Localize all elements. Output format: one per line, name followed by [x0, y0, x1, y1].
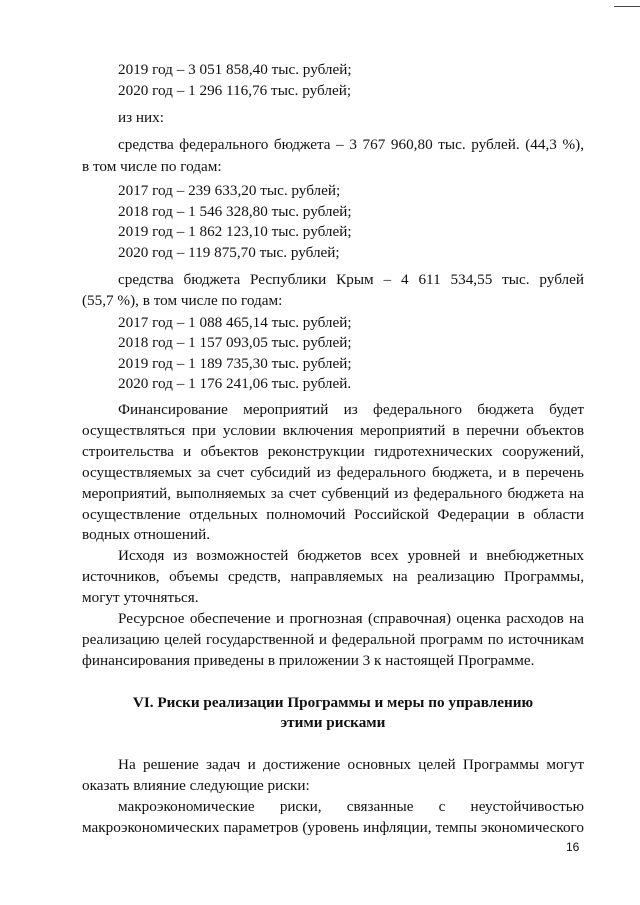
text-line: осуществление отдельных полномочий Российской Федерации в области	[82, 506, 584, 523]
text-line: 2017 год – 239 633,20 тыс. рублей;	[118, 182, 341, 199]
text-line: реализацию целей государственной и федеральной программ по источникам	[82, 631, 584, 648]
text-line: 2019 год – 3 051 858,40 тыс. рублей;	[118, 61, 352, 78]
text-line: осуществляемых за счет субсидий из федерального бюджета, и в перечень	[82, 464, 584, 481]
text-line: осуществляться при условии включения мероприятий в перечни объектов	[82, 422, 584, 439]
text-line: из них:	[118, 109, 164, 126]
text-line: финансирования приведены в приложении 3 к настоящей Программе.	[82, 652, 535, 669]
text-line: средства федерального бюджета – 3 767 960,80 тыс. рублей. (44,3 %),	[118, 136, 584, 153]
text-line: 2019 год – 1 862 123,10 тыс. рублей;	[118, 223, 352, 240]
text-line: 2020 год – 1 296 116,76 тыс. рублей;	[118, 82, 352, 99]
text-line: На решение задач и достижение основных целей Программы могут	[118, 756, 584, 773]
text-line: (55,7 %), в том числе по годам:	[82, 292, 283, 309]
text-line: могут уточняться.	[82, 589, 199, 606]
text-line: мероприятий, выполняемых за счет субвенций из федерального бюджета на	[82, 485, 584, 502]
text-line: макроэкономических параметров (уровень инфляции, темпы экономического	[82, 819, 584, 836]
text-line: 2017 год – 1 088 465,14 тыс. рублей;	[118, 314, 352, 331]
text-line: 2020 год – 119 875,70 тыс. рублей;	[118, 244, 340, 261]
corner-line	[614, 6, 640, 7]
text-line: строительства и объектов реконструкции гидротехнических сооружений,	[82, 443, 584, 460]
page-number: 16	[566, 840, 580, 854]
text-line: водных отношений.	[82, 526, 211, 543]
text-line: Финансирование мероприятий из федерального бюджета будет	[118, 401, 584, 418]
text-line: источников, объемы средств, направляемых на реализацию Программы,	[82, 568, 584, 585]
section-heading: этими рисками	[280, 714, 386, 731]
text-line: Ресурсное обеспечение и прогнозная (справочная) оценка расходов на	[118, 610, 584, 627]
text-line: макроэкономические риски, связанные с неустойчивостью	[118, 798, 584, 815]
text-line: 2018 год – 1 546 328,80 тыс. рублей;	[118, 203, 352, 220]
section-heading: VI. Риски реализации Программы и меры по управлению	[132, 694, 534, 711]
text-line: 2019 год – 1 189 735,30 тыс. рублей;	[118, 355, 352, 372]
text-line: средства бюджета Республики Крым – 4 611 534,55 тыс. рублей	[118, 271, 584, 288]
text-line: Исходя из возможностей бюджетов всех уровней и внебюджетных	[118, 547, 584, 564]
text-line: в том числе по годам:	[82, 158, 222, 175]
text-line: 2018 год – 1 157 093,05 тыс. рублей;	[118, 334, 352, 351]
text-line: 2020 год – 1 176 241,06 тыс. рублей.	[118, 375, 352, 392]
text-line: оказать влияние следующие риски:	[82, 777, 310, 794]
